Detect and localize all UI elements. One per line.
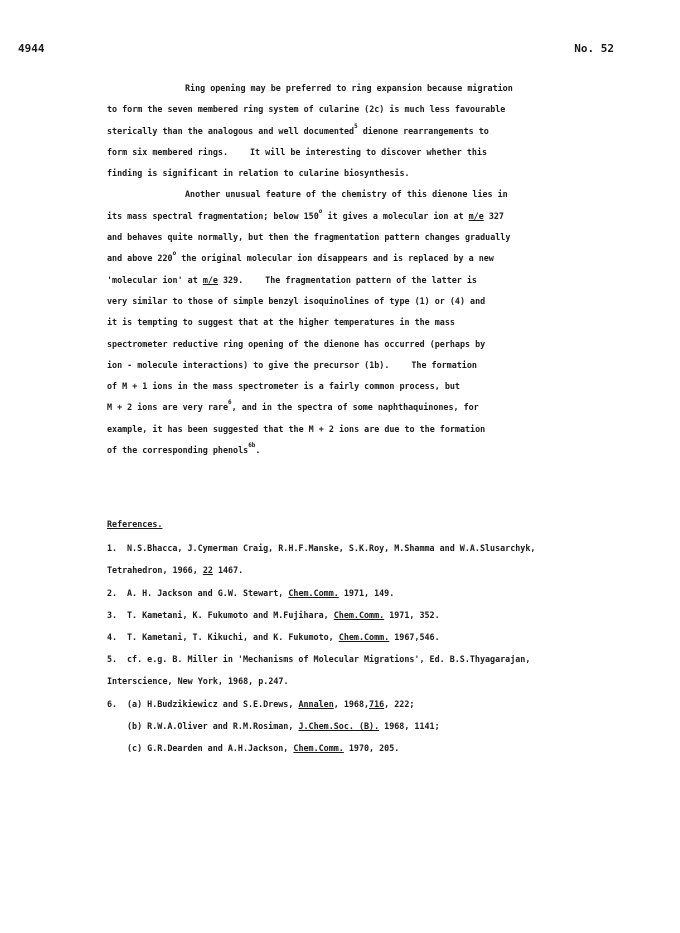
text-line: Ring opening may be preferred to ring expansion because migration xyxy=(185,83,513,93)
reference-item: 1. N.S.Bhacca, J.Cymerman Craig, R.H.F.Manske, S.K.Roy, M.Shamma and W.A.Slusarchyk, xyxy=(107,543,536,554)
reference-item: 5. cf. e.g. B. Miller in 'Mechanisms of Molecular Migrations', Ed. B.S.Thyagarajan, xyxy=(107,654,531,665)
text-line: sterically than the analogous and well documented$^5$ dienone rearrangements to xyxy=(107,122,489,136)
text-line: spectrometer reductive ring opening of the dienone has occurred (perhaps by xyxy=(107,338,486,349)
citation-superscript: 6b xyxy=(248,442,256,450)
reference-subitem: (b) R.W.A.Oliver and R.M.Rosiman, J.Chem.Soc. (B). 1968, 1141; xyxy=(127,720,440,731)
text-line: form six membered rings. It will be interesting to discover whether this xyxy=(107,146,487,157)
text-line: 'molecular ion' at m/e 329. The fragmentation pattern of the latter is xyxy=(107,274,477,285)
page-number: 4944 xyxy=(18,42,45,55)
text-line: and behaves quite normally, but then the fragmentation pattern changes gradually xyxy=(107,232,511,243)
reference-item: 3. T. Kametani, K. Fukumoto and M.Fujihara, Chem.Comm. 1971, 352. xyxy=(107,609,440,620)
text-line: of M + 1 ions in the mass spectrometer is a fairly common process, but xyxy=(107,381,460,392)
text-line: of the corresponding phenols$^{6b}$. xyxy=(107,442,261,456)
issue-number: No. 52 xyxy=(574,42,614,55)
text-line: to form the seven membered ring system of cularine (2c) is much less favourable xyxy=(107,104,506,115)
body-text xyxy=(107,78,577,461)
text-line: finding is significant in relation to cularine biosynthesis. xyxy=(107,168,410,179)
reference-subitem: (c) G.R.Dearden and A.H.Jackson, Chem.Comm. 1970, 205. xyxy=(127,743,400,754)
degree-sign: o xyxy=(318,207,323,215)
text-line: it is tempting to suggest that at the higher temperatures in the mass xyxy=(107,317,455,328)
reference-item: 2. A. H. Jackson and G.W. Stewart, Chem.Comm. 1971, 149. xyxy=(107,587,395,598)
references-section xyxy=(107,513,607,759)
reference-continuation: Tetrahedron, 1966, 22 1467. xyxy=(107,565,244,576)
reference-item: 4. T. Kametani, T. Kikuchi, and K. Fukumoto, Chem.Comm. 1967,546. xyxy=(107,632,440,643)
text-line: Another unusual feature of the chemistry of this dienone lies in xyxy=(185,189,508,200)
me-term: m/e xyxy=(468,210,484,221)
text-line: example, it has been suggested that the M + 2 ions are due to the formation xyxy=(107,423,486,434)
citation-superscript: 6 xyxy=(228,399,232,407)
degree-sign: o xyxy=(172,250,177,258)
references-title: References. xyxy=(107,519,163,529)
text-line: and above 220$^o$ the original molecular ion disappears and is replaced by a new xyxy=(107,250,494,264)
reference-continuation: Interscience, New York, 1968, p.247. xyxy=(107,676,289,687)
text-line: its mass spectral fragmentation; below 150$^o$ it gives a molecular ion at m/e 327 xyxy=(107,207,504,221)
me-term: m/e xyxy=(202,274,218,285)
text-line: ion - molecule interactions) to give the precursor (1b). The formation xyxy=(107,359,477,370)
text-line: very similar to those of simple benzyl isoquinolines of type (1) or (4) and xyxy=(107,295,486,306)
reference-item: 6. (a) H.Budzikiewicz and S.E.Drews, Annalen, 1968,716, 222; xyxy=(107,698,415,709)
text-line: M + 2 ions are very rare$^6$, and in the spectra of some naphthaquinones, for xyxy=(107,399,479,413)
citation-superscript: 5 xyxy=(354,122,358,130)
